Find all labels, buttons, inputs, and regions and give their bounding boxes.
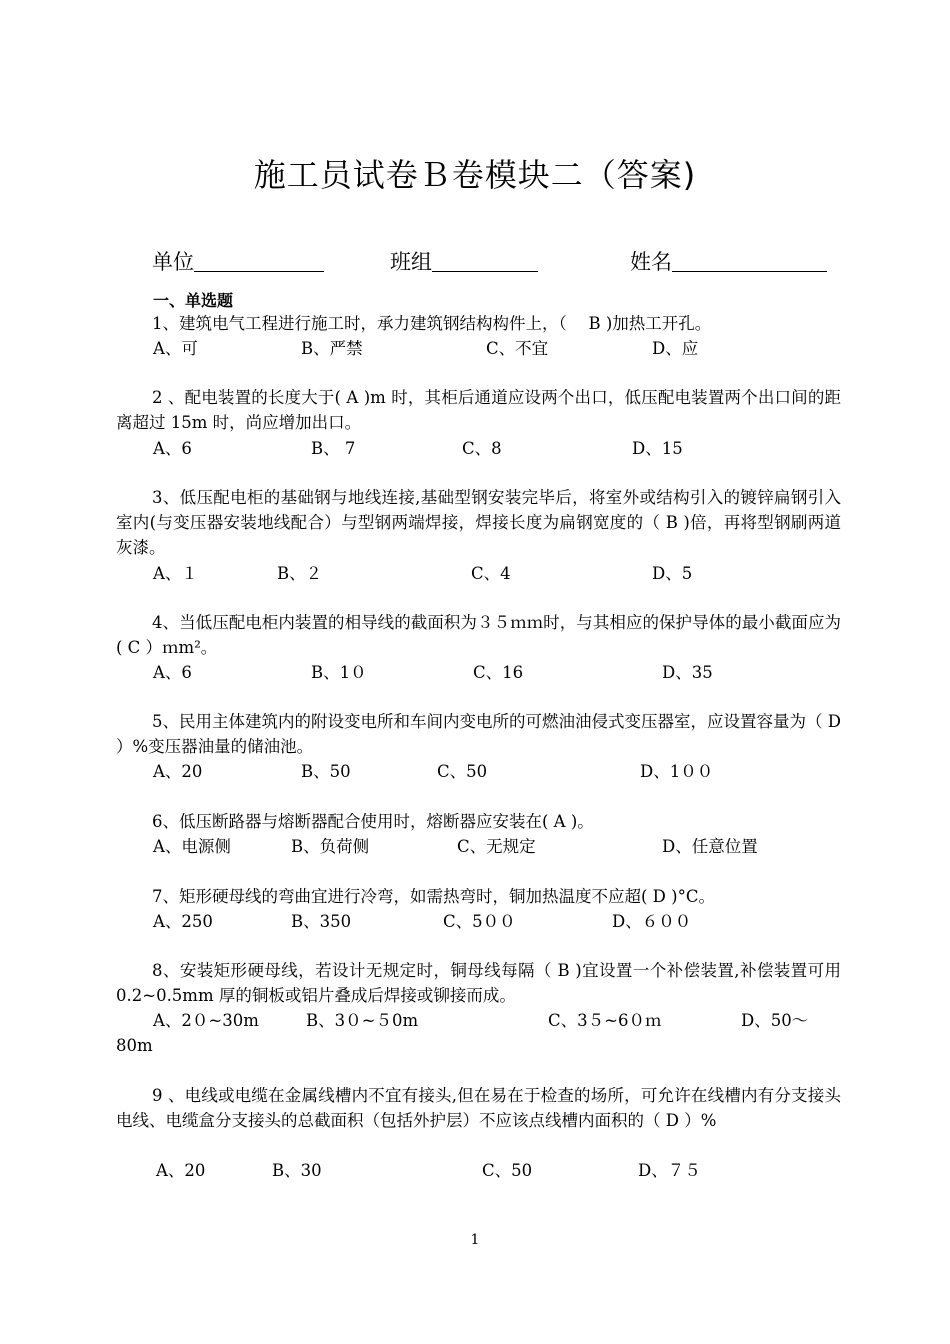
q8-option-b: B、3０~５0m bbox=[306, 1011, 419, 1030]
question-9: 9 、电线或电缆在金属线槽内不宜有接头,但在易在于检查的场所，可允许在线槽内有分支接头电线、电缆盒分支接头的总截面积（包括外护层）不应该点线槽内面积的（ D ）% bbox=[116, 1086, 841, 1130]
q8-option-d: D、50～ bbox=[741, 1011, 809, 1030]
group-field bbox=[390, 246, 538, 276]
q7-option-a: A、250 bbox=[153, 912, 213, 931]
question-6: 6、低压断路器与熔断器配合使用时，熔断器应安装在( A )。 bbox=[152, 812, 594, 831]
q1-option-c: C、不宜 bbox=[486, 339, 549, 358]
name-label: 姓名 bbox=[630, 250, 672, 274]
q1-option-d: D、应 bbox=[652, 339, 699, 358]
unit-field bbox=[152, 246, 324, 276]
q5-option-b: B、50 bbox=[301, 762, 351, 781]
q3-option-d: D、5 bbox=[652, 564, 693, 583]
q9-option-d: D、７５ bbox=[638, 1161, 701, 1180]
q1-option-a: A、可 bbox=[153, 339, 198, 358]
unit-label: 单位 bbox=[152, 250, 194, 274]
q1-option-b: B、严禁 bbox=[301, 339, 363, 358]
q7-option-d: D、６００ bbox=[612, 912, 692, 931]
q4-option-c: C、16 bbox=[473, 663, 524, 682]
q5-option-d: D、1００ bbox=[640, 762, 714, 781]
question-2: 2 、配电装置的长度大于( A )m 时，其柜后通道应设两个出口，低压配电装置两个出口间的距离超过 15m 时，尚应增加出口。 bbox=[116, 388, 841, 432]
group-blank bbox=[432, 247, 538, 272]
q6-option-a: A、电源侧 bbox=[153, 837, 231, 856]
q7-option-c: C、5００ bbox=[443, 912, 516, 931]
q2-option-d: D、15 bbox=[632, 439, 683, 458]
q9-option-b: B、30 bbox=[272, 1161, 322, 1180]
question-7: 7、矩形硬母线的弯曲宜进行冷弯，如需热弯时，铜加热温度不应超( D )°C。 bbox=[152, 887, 715, 906]
group-label: 班组 bbox=[390, 250, 432, 274]
q2-option-a: A、6 bbox=[153, 439, 192, 458]
q5-option-a: A、20 bbox=[153, 762, 203, 781]
name-field bbox=[630, 246, 827, 276]
page-number: 1 bbox=[470, 1232, 480, 1248]
q3-option-c: C、4 bbox=[471, 564, 511, 583]
q7-option-b: B、350 bbox=[291, 912, 352, 931]
q8-option-a: A、2０~30m bbox=[153, 1011, 259, 1030]
q3-option-b: B、２ bbox=[277, 564, 323, 583]
q3-option-a: A、１ bbox=[153, 564, 198, 583]
q9-option-c: C、50 bbox=[482, 1161, 533, 1180]
q8-option-c: C、3５~6０ｍ bbox=[548, 1011, 662, 1030]
q2-option-b: B、 7 bbox=[311, 439, 356, 458]
page-title: 施工员试卷Ｂ卷模块二（答案) bbox=[253, 156, 697, 194]
name-blank bbox=[672, 247, 827, 272]
unit-blank bbox=[194, 247, 324, 272]
section-heading: 一、单选题 bbox=[153, 291, 234, 310]
q2-option-c: C、8 bbox=[462, 439, 502, 458]
q6-option-c: C、无规定 bbox=[457, 837, 536, 856]
q4-option-b: B、1０ bbox=[311, 663, 367, 682]
question-3: 3、低压配电柜的基础钢与地线连接,基础型钢安装完毕后，将室外或结构引入的镀锌扁钢引入室内(与变压器安装地线配合）与型钢两端焊接，焊接长度为扁钢宽度的（ B )倍，再将型钢刷两道灰漆。 bbox=[116, 488, 841, 557]
q5-option-c: C、50 bbox=[437, 762, 488, 781]
q6-option-b: B、负荷侧 bbox=[291, 837, 370, 856]
question-8: 8、安装矩形硬母线，若设计无规定时，铜母线每隔（ B )宜设置一个补偿装置,补偿装置可用 0.2~0.5mm 厚的铜板或铝片叠成后焊接或铆接而成。 bbox=[116, 961, 841, 1005]
question-5: 5、民用主体建筑内的附设变电所和车间内变电所的可燃油油侵式变压器室，应设置容量为（ D ）%变压器油量的储油池。 bbox=[116, 712, 841, 756]
q9-option-a: A、20 bbox=[156, 1161, 206, 1180]
question-4: 4、当低压配电柜内装置的相导线的截面积为３５ｍｍ时，与其相应的保护导体的最小截面应为( C ）ｍm²。 bbox=[116, 613, 841, 657]
q4-option-a: A、6 bbox=[153, 663, 192, 682]
q8-option-d-wrap: 80m bbox=[116, 1036, 153, 1055]
q6-option-d: D、任意位置 bbox=[662, 837, 758, 856]
question-1: 1、建筑电气工程进行施工时，承力建筑钢结构构件上，（ B )加热工开孔。 bbox=[152, 314, 712, 333]
q4-option-d: D、35 bbox=[662, 663, 713, 682]
